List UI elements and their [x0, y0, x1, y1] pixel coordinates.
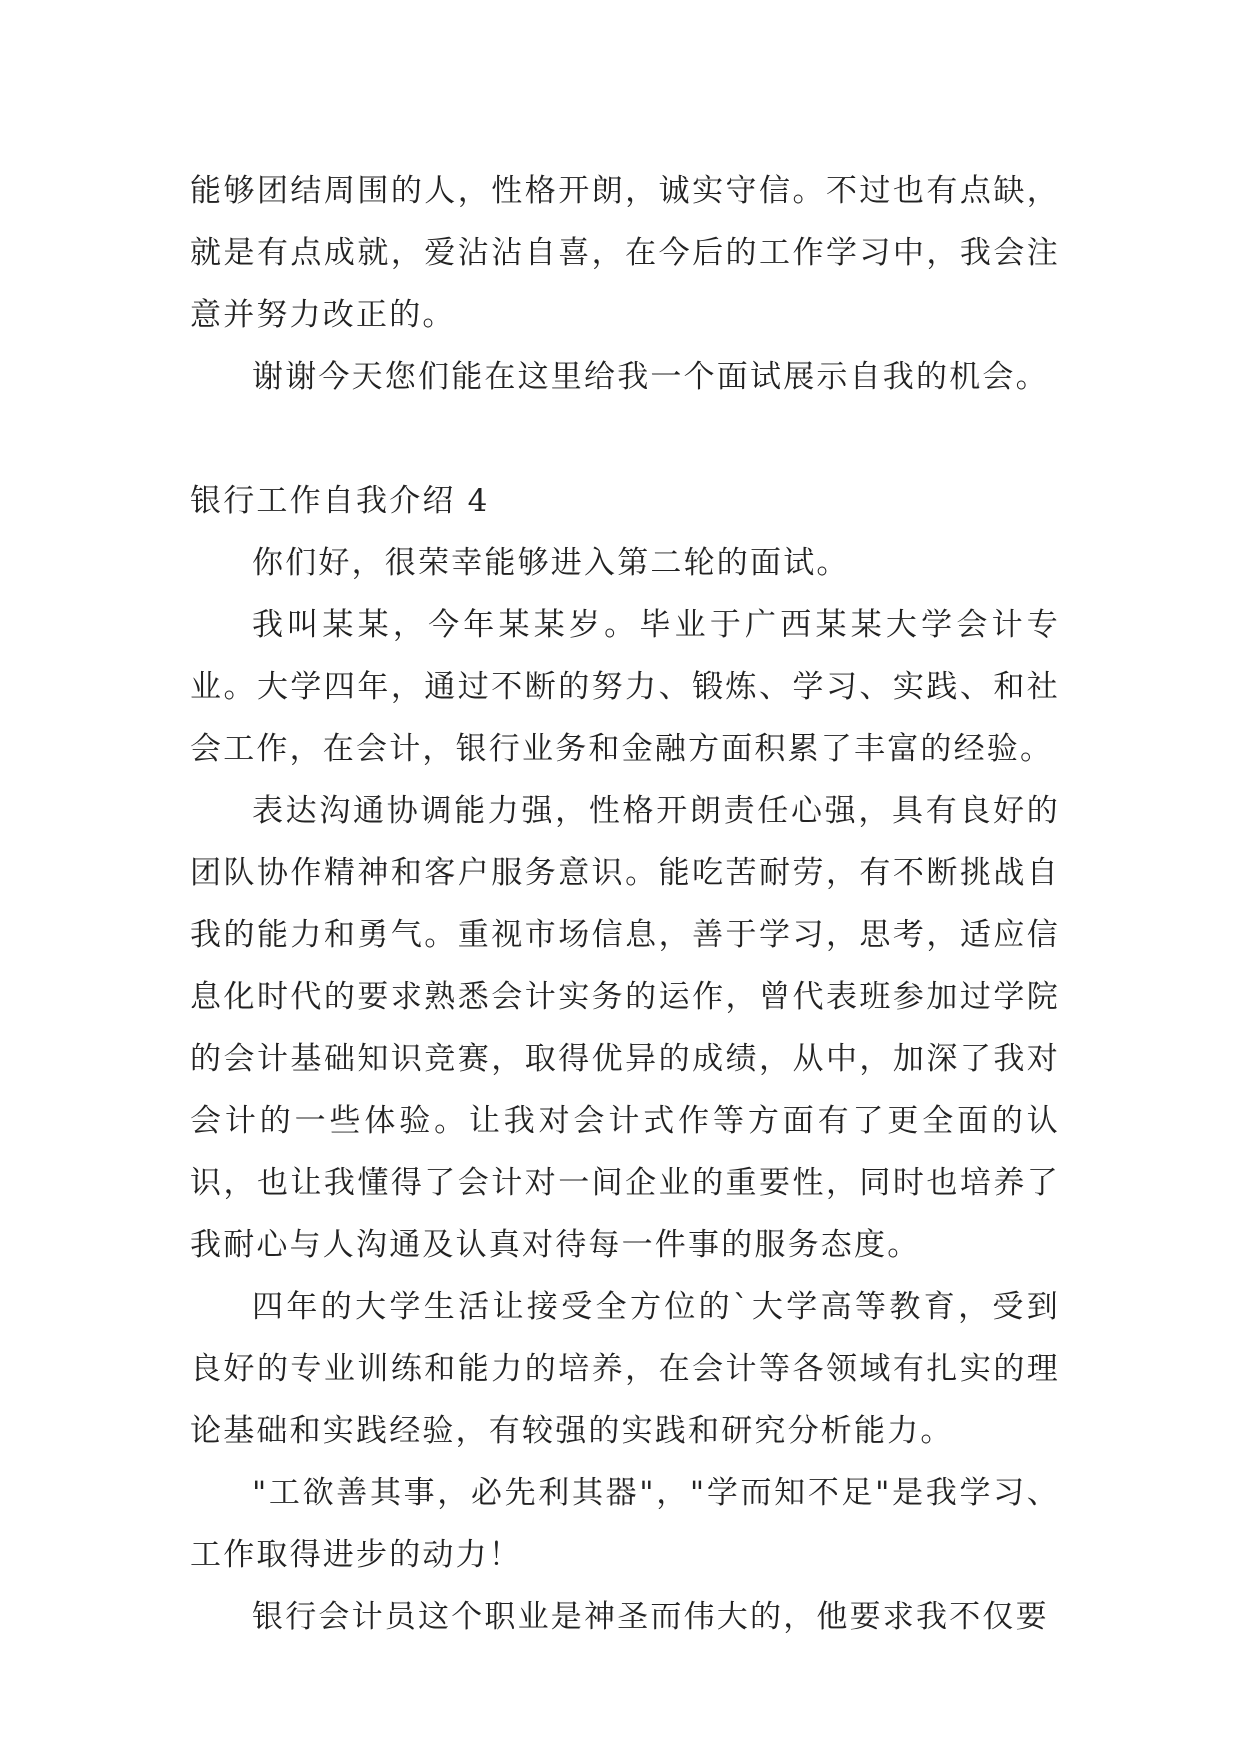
- paragraph-abilities: 表达沟通协调能力强，性格开朗责任心强，具有良好的团队协作精神和客户服务意识。能吃苦耐劳，有不断挑战自我的能力和勇气。重视市场信息，善于学习，思考，适应信息化时代的要求熟悉会计实务的运作，曾代表班参加过学院的会计基础知识竞赛，取得优异的成绩，从中，加深了我对会计的一些体验。让我对会计式作等方面有了更全面的认识，也让我懂得了会计对一间企业的重要性，同时也培养了我耐心与人沟通及认真对待每一件事的服务态度。: [190, 793, 1060, 1263]
- paragraph-thanks: 谢谢今天您们能在这里给我一个面试展示自我的机会。: [252, 359, 1049, 395]
- section-spacer: [190, 408, 1060, 470]
- paragraph-greeting: 你们好，很荣幸能够进入第二轮的面试。: [252, 545, 850, 581]
- document-body: [190, 160, 1060, 1648]
- section-title: 银行工作自我介绍 4: [190, 483, 490, 519]
- paragraph-career: 银行会计员这个职业是神圣而伟大的，他要求我不仅要: [252, 1599, 1049, 1635]
- paragraph-continuation: 能够团结周围的人，性格开朗，诚实守信。不过也有点缺，就是有点成就，爱沾沾自喜，在今后的工作学习中，我会注意并努力改正的。: [190, 173, 1060, 333]
- paragraph-motto: "工欲善其事，必先利其器"，"学而知不足"是我学习、工作取得进步的动力！: [190, 1475, 1060, 1573]
- paragraph-education: 四年的大学生活让接受全方位的`大学高等教育，受到良好的专业训练和能力的培养，在会计等各领域有扎实的理论基础和实践经验，有较强的实践和研究分析能力。: [190, 1289, 1060, 1449]
- paragraph-background: 我叫某某，今年某某岁。毕业于广西某某大学会计专业。大学四年，通过不断的努力、锻炼、学习、实践、和社会工作，在会计，银行业务和金融方面积累了丰富的经验。: [190, 607, 1060, 767]
